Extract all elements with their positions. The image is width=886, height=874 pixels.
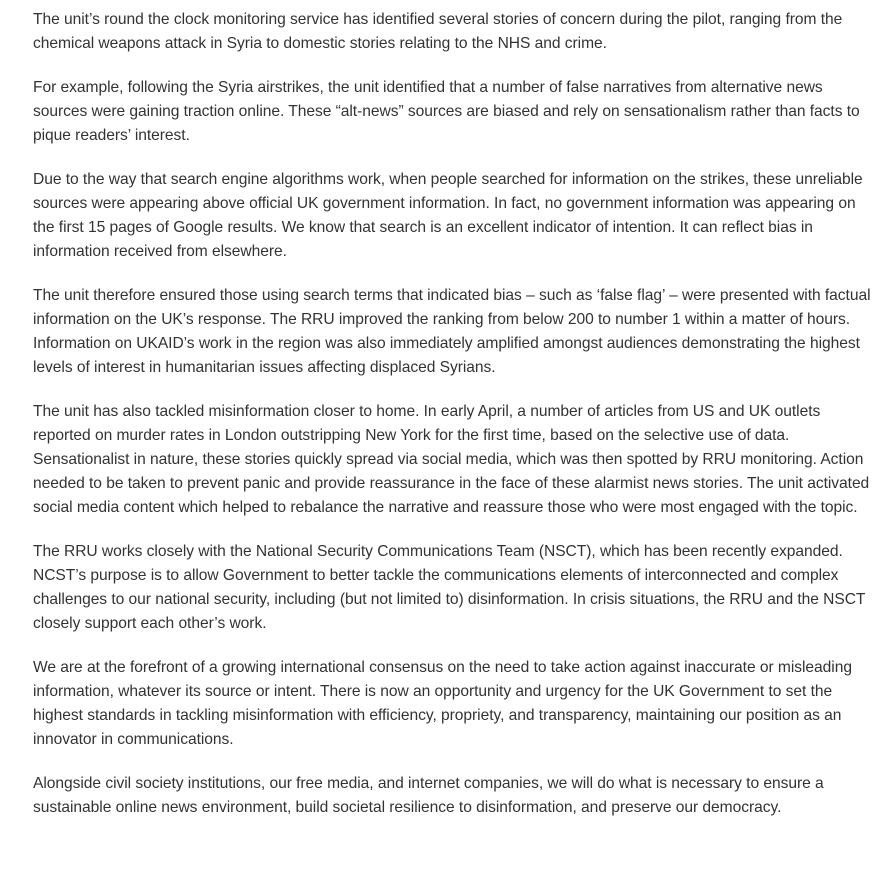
paragraph-syria-airstrikes: For example, following the Syria airstrikes, the unit identified that a number of false narratives from alternative news sources were gaining traction online. These “alt-news” sources are biased and rely on sensationalism rather than facts to pique readers’ interest. bbox=[33, 79, 860, 144]
paragraph-international-consensus: We are at the forefront of a growing international consensus on the need to take action against inaccurate or misleading information, whatever its source or intent. There is now an opportunity and urgency for the UK Government to set the highest standards in tackling misinformation with efficiency, propriety, and transparency, maintaining our position as an innovator in communications. bbox=[33, 659, 852, 748]
paragraph-nsct: The RRU works closely with the National Security Communications Team (NSCT), which has been recently expanded. NCST’s purpose is to allow Government to better tackle the communications elements of interconnected and complex challenges to our national security, including (but not limited to) disinformation. In crisis situations, the RRU and the NSCT closely support each other’s work. bbox=[33, 543, 866, 632]
paragraph-monitoring-service: The unit’s round the clock monitoring service has identified several stories of concern during the pilot, ranging from the chemical weapons attack in Syria to domestic stories relating to the NHS and crime. bbox=[33, 11, 843, 52]
paragraph-search-ranking: The unit therefore ensured those using search terms that indicated bias – such as ‘false flag’ – were presented with factual information on the UK’s response. The RRU improved the ranking from below 200 to number 1 within a matter of hours. Information on UKAID’s work in the region was also immediately amplified amongst audiences demonstrating the highest levels of interest in humanitarian issues affecting displaced Syrians. bbox=[33, 287, 871, 376]
article-body bbox=[33, 8, 881, 840]
paragraph-conclusion: Alongside civil society institutions, our free media, and internet companies, we will do what is necessary to ensure a sustainable online news environment, build societal resilience to disinformation, and preserve our democracy. bbox=[33, 775, 824, 816]
paragraph-misinformation-home: The unit has also tackled misinformation closer to home. In early April, a number of articles from US and UK outlets reported on murder rates in London outstripping New York for the first time, based on the selective use of data. Sensationalist in nature, these stories quickly spread via social media, which was then spotted by RRU monitoring. Action needed to be taken to prevent panic and provide reassurance in the face of these alarmist news stories. The unit activated social media content which helped to rebalance the narrative and reassure those who were most engaged with the topic. bbox=[33, 403, 870, 516]
paragraph-search-algorithms: Due to the way that search engine algorithms work, when people searched for information on the strikes, these unreliable sources were appearing above official UK government information. In fact, no government information was appearing on the first 15 pages of Google results. We know that search is an excellent indicator of intention. It can reflect bias in information received from elsewhere. bbox=[33, 171, 863, 260]
